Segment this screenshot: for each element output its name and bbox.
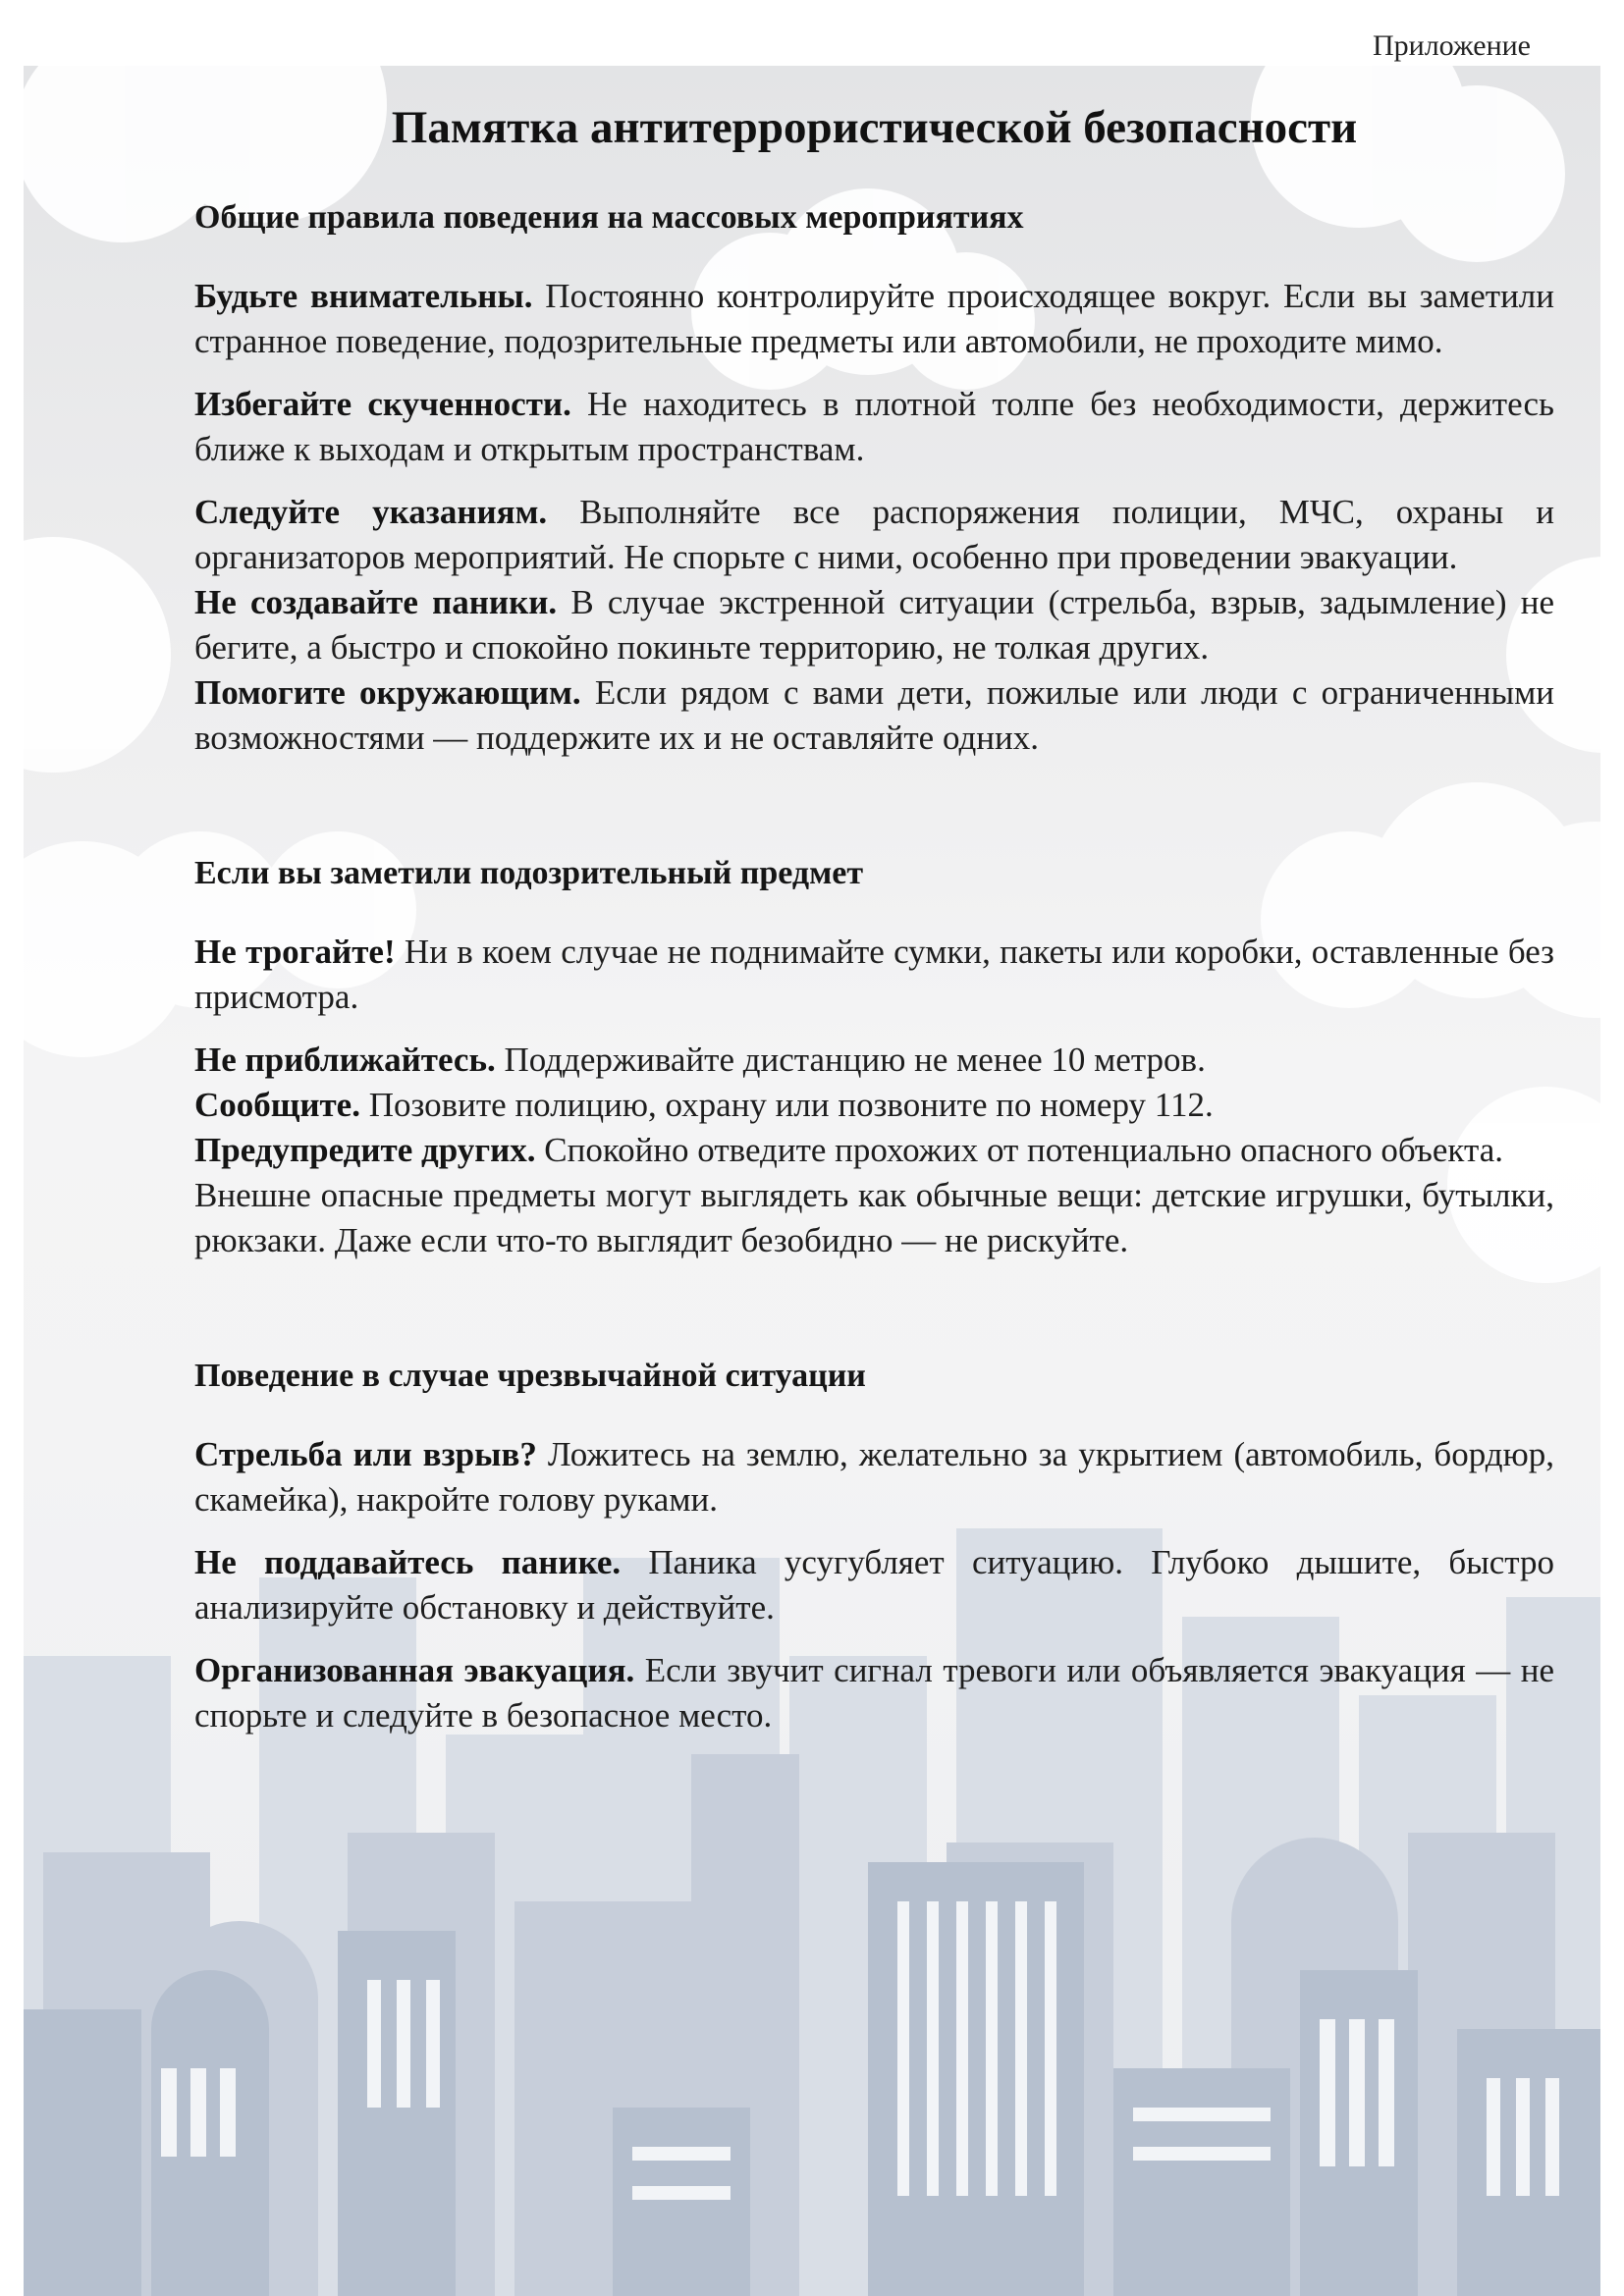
rule-lead: Будьте внимательны.: [194, 277, 533, 315]
rule-lead: Сообщите.: [194, 1086, 360, 1124]
rule-lead: Организованная эвакуация.: [194, 1651, 635, 1689]
memo-poster: [24, 66, 1600, 2296]
rule-paragraph: [194, 382, 1554, 472]
window: [632, 2186, 731, 2200]
window: [1133, 2108, 1271, 2121]
window: [1545, 2078, 1559, 2196]
rule-text: Не находитесь в плотной толпе без необходимости, держитесь ближе к выходам и открытым пространствам.: [194, 385, 1554, 468]
window: [897, 1901, 909, 2196]
building: [24, 2009, 141, 2296]
rule-paragraph: [194, 670, 1554, 761]
building: [613, 2108, 750, 2296]
rule-text: Ни в коем случае не поднимайте сумки, пакеты или коробки, оставленные без присмотра.: [194, 933, 1554, 1016]
rule-text: Поддерживайте дистанцию не менее 10 метров.: [495, 1041, 1206, 1079]
memo-content: [194, 93, 1554, 1738]
rule-paragraph: [194, 1128, 1554, 1173]
rule-text: Спокойно отведите прохожих от потенциально опасного объекта.: [535, 1131, 1503, 1169]
window: [1379, 2019, 1394, 2166]
window: [161, 2068, 177, 2157]
building: [1113, 2068, 1290, 2296]
rule-paragraph: [194, 1540, 1554, 1630]
window: [1487, 2078, 1500, 2196]
rule-paragraph: [194, 274, 1554, 364]
section-heading: Поведение в случае чрезвычайной ситуации: [194, 1358, 866, 1394]
rule-paragraph: [194, 1432, 1554, 1522]
window: [632, 2147, 731, 2161]
rule-text: Если рядом с вами дети, пожилые или люди с ограниченными возможностями — поддержите их и не оставляйте одних.: [194, 673, 1554, 757]
rule-paragraph: [194, 1648, 1554, 1738]
window: [1349, 2019, 1365, 2166]
window: [190, 2068, 206, 2157]
window: [986, 1901, 998, 2196]
rule-text: Позовите полицию, охрану или позвоните по номеру 112.: [359, 1086, 1214, 1124]
rule-text: Ложитесь на землю, желательно за укрытием (автомобиль, бордюр, скамейка), накройте голову руками.: [194, 1435, 1554, 1519]
window: [220, 2068, 236, 2157]
window: [1516, 2078, 1530, 2196]
rule-text: Выполняйте все распоряжения полиции, МЧС, охраны и организаторов мероприятий. Не спорьте с ними, особенно при проведении эвакуации.: [194, 493, 1554, 576]
rule-text: Постоянно контролируйте происходящее вокруг. Если вы заметили странное поведение, подозрительные предметы или автомобили, не проходите мимо.: [194, 277, 1554, 360]
cloud-puff: [24, 537, 171, 773]
rule-lead: Следуйте указаниям.: [194, 493, 548, 531]
section-heading: Если вы заметили подозрительный предмет: [194, 855, 864, 891]
window: [1015, 1901, 1027, 2196]
window: [927, 1901, 939, 2196]
window: [367, 1980, 381, 2108]
rule-paragraph: [194, 1038, 1554, 1083]
rule-paragraph: [194, 930, 1554, 1020]
rule-lead: Стрельба или взрыв?: [194, 1435, 537, 1473]
rule-paragraph: [194, 1083, 1554, 1128]
rule-lead: Избегайте скученности.: [194, 385, 571, 423]
page-title: Памятка антитеррористической безопасности: [391, 102, 1358, 153]
rule-lead: Не создавайте паники.: [194, 583, 558, 621]
window: [1133, 2147, 1271, 2161]
rule-lead: Предупредите других.: [194, 1131, 536, 1169]
note-paragraph: Внешне опасные предметы могут выглядеть как обычные вещи: детские игрушки, бутылки, рюкзаки. Даже если что-то выглядит безобидно — не рискуйте.: [194, 1176, 1554, 1259]
rule-lead: Не трогайте!: [194, 933, 396, 971]
rule-text: Паника усугубляет ситуацию. Глубоко дышите, быстро анализируйте обстановку и действуйте.: [194, 1543, 1555, 1627]
window: [426, 1980, 440, 2108]
section-heading: Общие правила поведения на массовых мероприятиях: [194, 199, 1024, 236]
rule-text: Если звучит сигнал тревоги или объявляется эвакуация — не спорьте и следуйте в безопасное место.: [194, 1651, 1554, 1735]
rule-paragraph: [194, 490, 1554, 580]
rule-lead: Не приближайтесь.: [194, 1041, 496, 1079]
rule-lead: Не поддавайтесь панике.: [194, 1543, 622, 1581]
rule-lead: Помогите окружающим.: [194, 673, 581, 712]
rule-paragraph: [194, 580, 1554, 670]
appendix-label: Приложение: [1372, 29, 1531, 62]
window: [956, 1901, 968, 2196]
window: [397, 1980, 410, 2108]
window: [1045, 1901, 1056, 2196]
window: [1320, 2019, 1335, 2166]
rule-text: В случае экстренной ситуации (стрельба, взрыв, задымление) не бегите, а быстро и спокойно покиньте территорию, не толкая других.: [194, 583, 1554, 667]
